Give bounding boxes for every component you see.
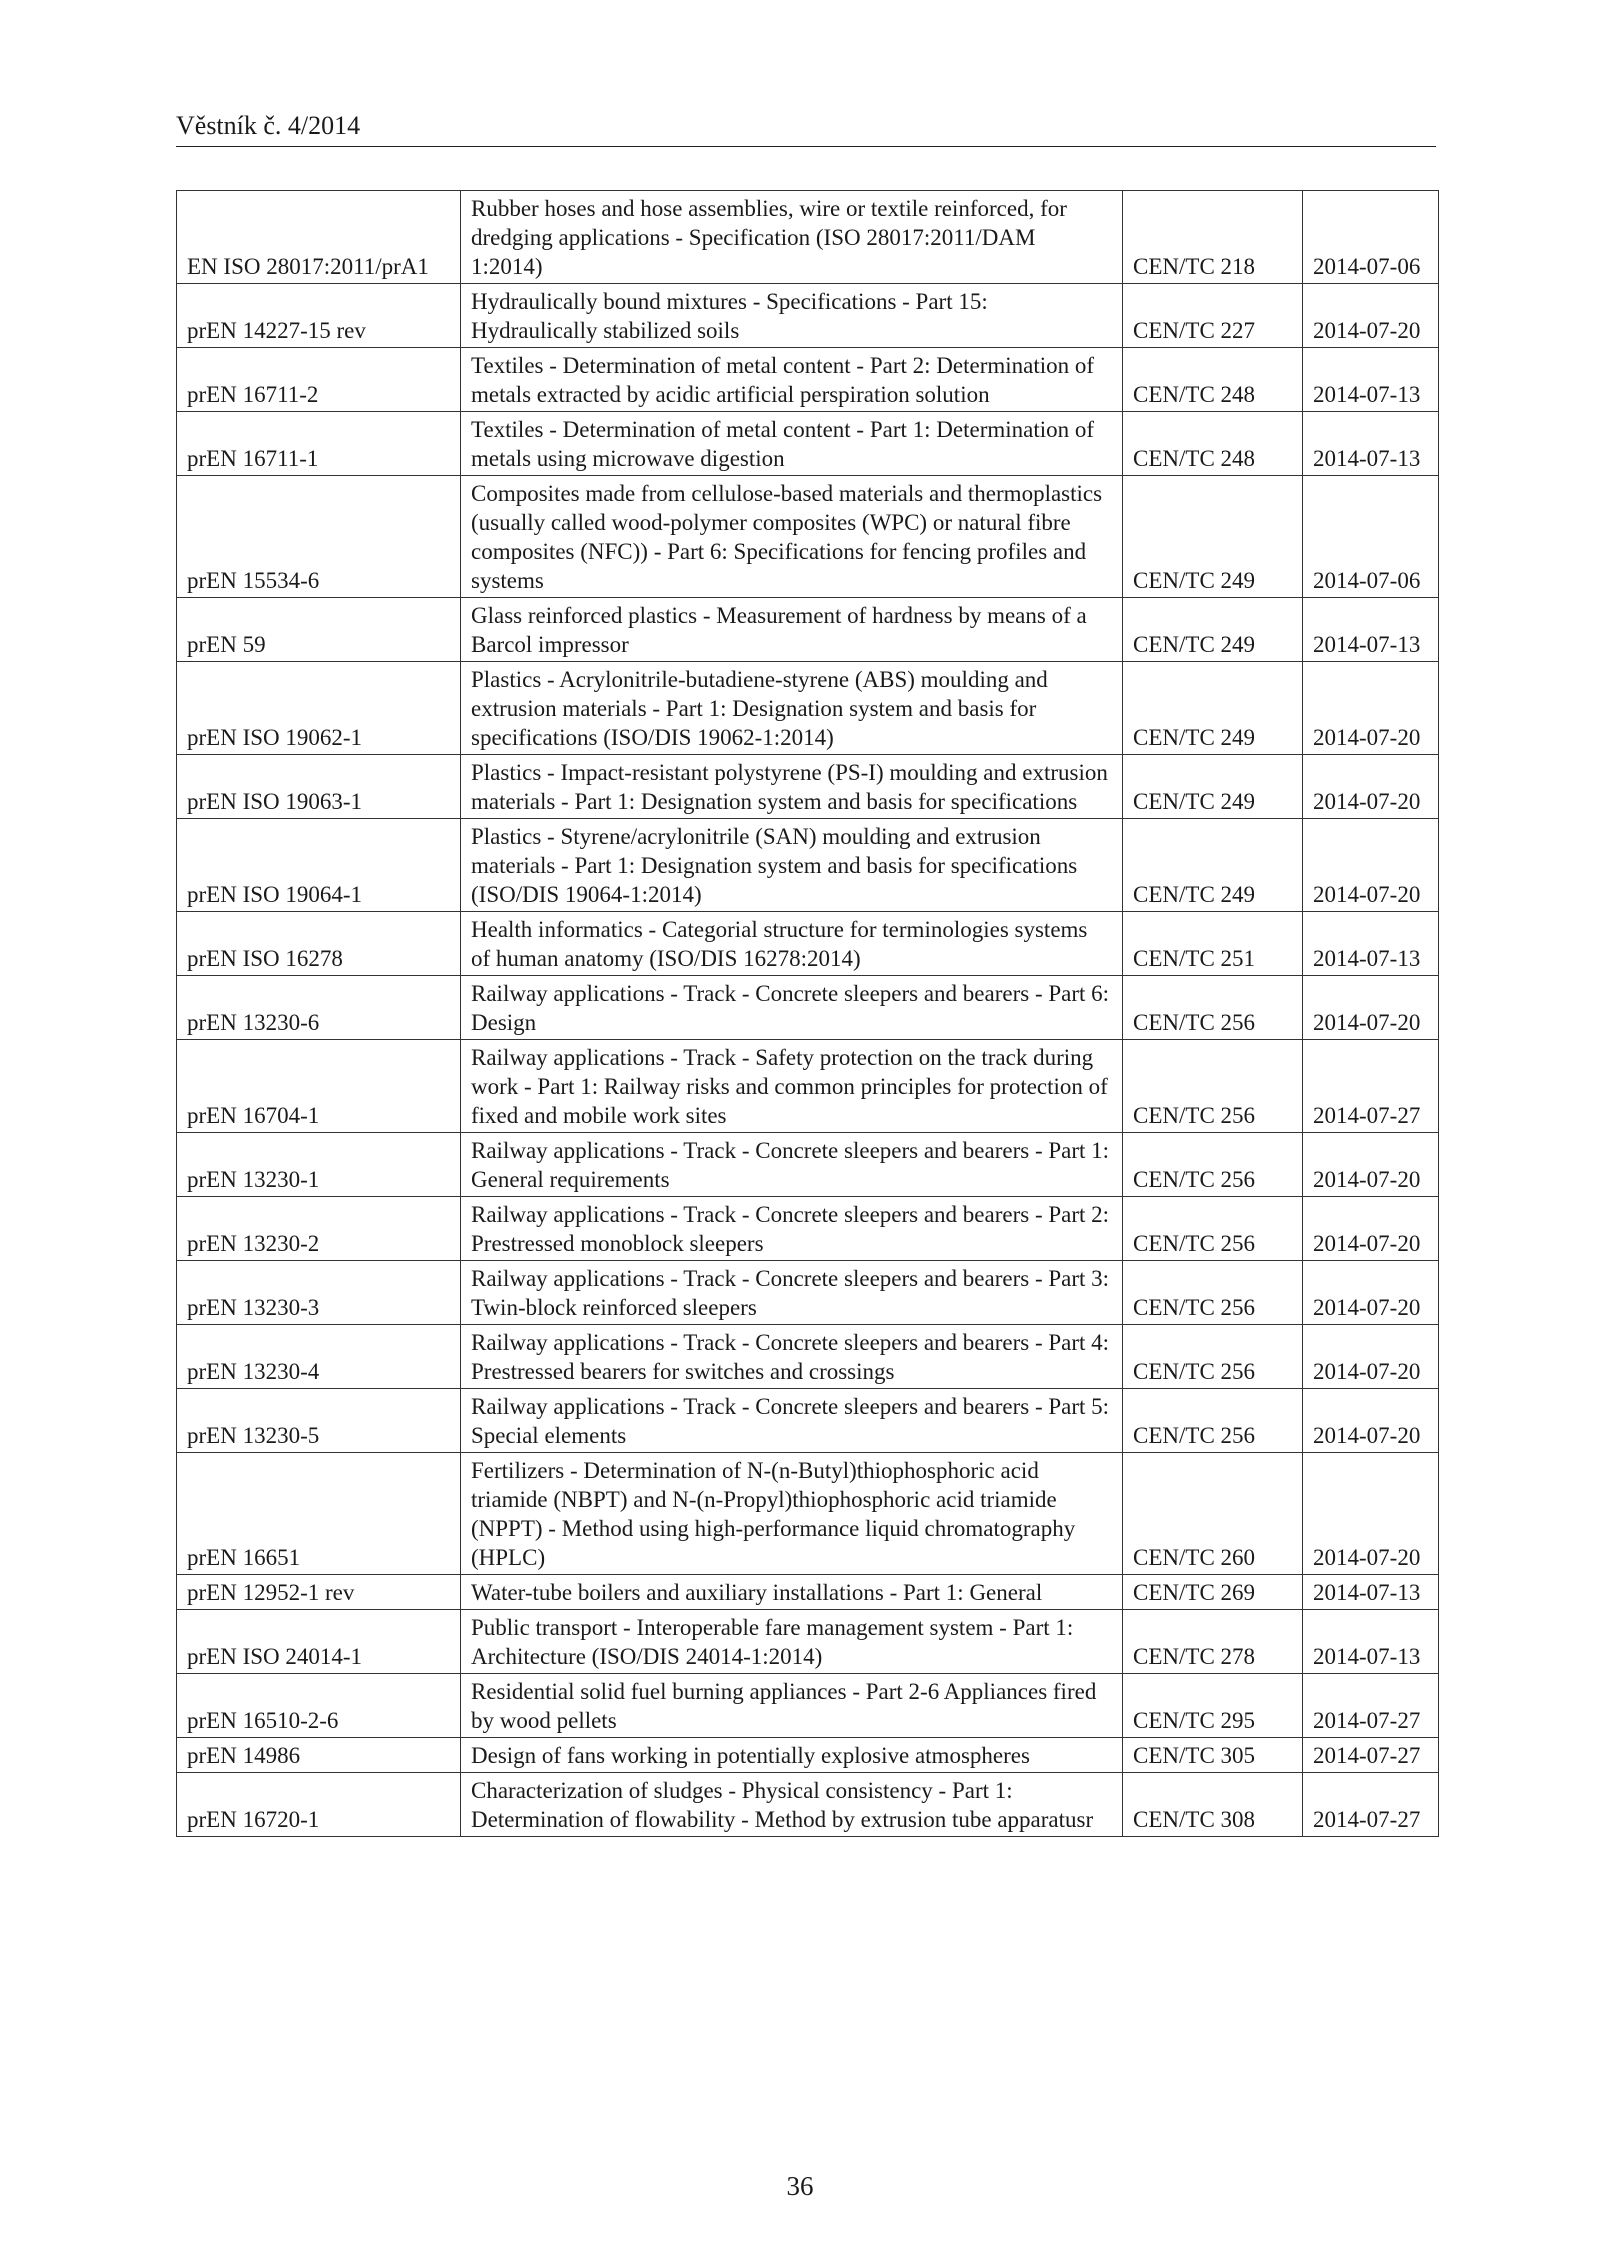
committee-cell: CEN/TC 248 (1123, 412, 1303, 476)
deadline-date-cell: 2014-07-20 (1303, 1453, 1439, 1575)
title-cell: Fertilizers - Determination of N-(n-Butyl)thiophosphoric acid triamide (NBPT) and N-(n-Propyl)thiophosphoric acid triamide (NPPT) - Method using high-performance liquid chromatography (HPLC) (461, 1453, 1123, 1575)
standard-code-cell: prEN 16720-1 (177, 1773, 461, 1837)
standard-code-cell: prEN 13230-5 (177, 1389, 461, 1453)
committee-cell: CEN/TC 256 (1123, 1197, 1303, 1261)
table-row (177, 348, 1439, 412)
standard-code-cell: prEN 16651 (177, 1453, 461, 1575)
deadline-date-cell: 2014-07-20 (1303, 1389, 1439, 1453)
committee-cell: CEN/TC 249 (1123, 662, 1303, 755)
committee-cell: CEN/TC 249 (1123, 476, 1303, 598)
deadline-date-cell: 2014-07-13 (1303, 1575, 1439, 1610)
table-row (177, 1040, 1439, 1133)
table-row (177, 1674, 1439, 1738)
deadline-date-cell: 2014-07-27 (1303, 1674, 1439, 1738)
deadline-date-cell: 2014-07-20 (1303, 1133, 1439, 1197)
table-row (177, 1197, 1439, 1261)
standard-code-cell: prEN 13230-2 (177, 1197, 461, 1261)
deadline-date-cell: 2014-07-13 (1303, 348, 1439, 412)
committee-cell: CEN/TC 256 (1123, 976, 1303, 1040)
title-cell: Railway applications - Track - Concrete sleepers and bearers - Part 1: General requirements (461, 1133, 1123, 1197)
table-row (177, 1738, 1439, 1773)
title-cell: Health informatics - Categorial structure for terminologies systems of human anatomy (ISO/DIS 16278:2014) (461, 912, 1123, 976)
standard-code-cell: prEN ISO 24014-1 (177, 1610, 461, 1674)
title-cell: Plastics - Styrene/acrylonitrile (SAN) moulding and extrusion materials - Part 1: Designation system and basis for specifications (ISO/DIS 19064-1:2014) (461, 819, 1123, 912)
deadline-date-cell: 2014-07-27 (1303, 1738, 1439, 1773)
title-cell: Textiles - Determination of metal content - Part 1: Determination of metals using microwave digestion (461, 412, 1123, 476)
standard-code-cell: prEN ISO 19063-1 (177, 755, 461, 819)
standard-code-cell: prEN ISO 16278 (177, 912, 461, 976)
standard-code-cell: EN ISO 28017:2011/prA1 (177, 191, 461, 284)
title-cell: Hydraulically bound mixtures - Specifications - Part 15: Hydraulically stabilized soils (461, 284, 1123, 348)
committee-cell: CEN/TC 256 (1123, 1040, 1303, 1133)
standard-code-cell: prEN 16711-2 (177, 348, 461, 412)
table-row (177, 1389, 1439, 1453)
committee-cell: CEN/TC 249 (1123, 598, 1303, 662)
committee-cell: CEN/TC 227 (1123, 284, 1303, 348)
title-cell: Railway applications - Track - Concrete sleepers and bearers - Part 2: Prestressed monoblock sleepers (461, 1197, 1123, 1261)
deadline-date-cell: 2014-07-13 (1303, 598, 1439, 662)
deadline-date-cell: 2014-07-20 (1303, 1325, 1439, 1389)
table-row (177, 1773, 1439, 1837)
title-cell: Glass reinforced plastics - Measurement of hardness by means of a Barcol impressor (461, 598, 1123, 662)
standard-code-cell: prEN 13230-4 (177, 1325, 461, 1389)
deadline-date-cell: 2014-07-20 (1303, 755, 1439, 819)
committee-cell: CEN/TC 256 (1123, 1389, 1303, 1453)
standard-code-cell: prEN 12952-1 rev (177, 1575, 461, 1610)
deadline-date-cell: 2014-07-13 (1303, 1610, 1439, 1674)
title-cell: Water-tube boilers and auxiliary installations - Part 1: General (461, 1575, 1123, 1610)
committee-cell: CEN/TC 260 (1123, 1453, 1303, 1575)
title-cell: Railway applications - Track - Concrete sleepers and bearers - Part 4: Prestressed bearers for switches and crossings (461, 1325, 1123, 1389)
deadline-date-cell: 2014-07-20 (1303, 284, 1439, 348)
table-row (177, 191, 1439, 284)
deadline-date-cell: 2014-07-20 (1303, 1261, 1439, 1325)
standard-code-cell: prEN 14986 (177, 1738, 461, 1773)
table-row (177, 1575, 1439, 1610)
deadline-date-cell: 2014-07-13 (1303, 412, 1439, 476)
deadline-date-cell: 2014-07-06 (1303, 191, 1439, 284)
committee-cell: CEN/TC 248 (1123, 348, 1303, 412)
committee-cell: CEN/TC 251 (1123, 912, 1303, 976)
title-cell: Railway applications - Track - Concrete sleepers and bearers - Part 5: Special elements (461, 1389, 1123, 1453)
committee-cell: CEN/TC 308 (1123, 1773, 1303, 1837)
page-header: Věstník č. 4/2014 (176, 110, 1436, 147)
title-cell: Design of fans working in potentially explosive atmospheres (461, 1738, 1123, 1773)
title-cell: Characterization of sludges - Physical consistency - Part 1: Determination of flowability - Method by extrusion tube apparatusr (461, 1773, 1123, 1837)
standard-code-cell: prEN 15534-6 (177, 476, 461, 598)
committee-cell: CEN/TC 305 (1123, 1738, 1303, 1773)
standard-code-cell: prEN ISO 19064-1 (177, 819, 461, 912)
committee-cell: CEN/TC 256 (1123, 1325, 1303, 1389)
table-row (177, 1610, 1439, 1674)
standard-code-cell: prEN 13230-1 (177, 1133, 461, 1197)
table-row (177, 912, 1439, 976)
table-row (177, 1261, 1439, 1325)
standard-code-cell: prEN ISO 19062-1 (177, 662, 461, 755)
title-cell: Railway applications - Track - Concrete sleepers and bearers - Part 6: Design (461, 976, 1123, 1040)
committee-cell: CEN/TC 278 (1123, 1610, 1303, 1674)
deadline-date-cell: 2014-07-20 (1303, 1197, 1439, 1261)
table-row (177, 476, 1439, 598)
standard-code-cell: prEN 13230-6 (177, 976, 461, 1040)
title-cell: Railway applications - Track - Safety protection on the track during work - Part 1: Railway risks and common principles for protection of fixed and mobile work sites (461, 1040, 1123, 1133)
standard-code-cell: prEN 16704-1 (177, 1040, 461, 1133)
title-cell: Railway applications - Track - Concrete sleepers and bearers - Part 3: Twin-block reinforced sleepers (461, 1261, 1123, 1325)
table-row (177, 412, 1439, 476)
table-row (177, 598, 1439, 662)
committee-cell: CEN/TC 249 (1123, 755, 1303, 819)
deadline-date-cell: 2014-07-27 (1303, 1773, 1439, 1837)
title-cell: Residential solid fuel burning appliances - Part 2-6 Appliances fired by wood pellets (461, 1674, 1123, 1738)
committee-cell: CEN/TC 295 (1123, 1674, 1303, 1738)
title-cell: Textiles - Determination of metal content - Part 2: Determination of metals extracted by acidic artificial perspiration solution (461, 348, 1123, 412)
committee-cell: CEN/TC 269 (1123, 1575, 1303, 1610)
deadline-date-cell: 2014-07-20 (1303, 662, 1439, 755)
title-cell: Public transport - Interoperable fare management system - Part 1: Architecture (ISO/DIS 24014-1:2014) (461, 1610, 1123, 1674)
table-row (177, 755, 1439, 819)
page-number: 36 (786, 2171, 814, 2201)
deadline-date-cell: 2014-07-20 (1303, 976, 1439, 1040)
standard-code-cell: prEN 16510-2-6 (177, 1674, 461, 1738)
standard-code-cell: prEN 59 (177, 598, 461, 662)
table-row (177, 819, 1439, 912)
standard-code-cell: prEN 14227-15 rev (177, 284, 461, 348)
committee-cell: CEN/TC 218 (1123, 191, 1303, 284)
table-row (177, 1325, 1439, 1389)
deadline-date-cell: 2014-07-06 (1303, 476, 1439, 598)
title-cell: Rubber hoses and hose assemblies, wire or textile reinforced, for dredging applications - Specification (ISO 28017:2011/DAM 1:2014) (461, 191, 1123, 284)
title-cell: Plastics - Impact-resistant polystyrene (PS-I) moulding and extrusion materials - Part 1: Designation system and basis for specifications (461, 755, 1123, 819)
committee-cell: CEN/TC 256 (1123, 1261, 1303, 1325)
standard-code-cell: prEN 16711-1 (177, 412, 461, 476)
table-row (177, 1133, 1439, 1197)
title-cell: Plastics - Acrylonitrile-butadiene-styrene (ABS) moulding and extrusion materials - Part 1: Designation system and basis for specifications (ISO/DIS 19062-1:2014) (461, 662, 1123, 755)
committee-cell: CEN/TC 249 (1123, 819, 1303, 912)
deadline-date-cell: 2014-07-13 (1303, 912, 1439, 976)
table-row (177, 284, 1439, 348)
table-row (177, 976, 1439, 1040)
title-cell: Composites made from cellulose-based materials and thermoplastics (usually called wood-polymer composites (WPC) or natural fibre composites (NFC)) - Part 6: Specifications for fencing profiles and systems (461, 476, 1123, 598)
standards-table (176, 190, 1439, 1837)
deadline-date-cell: 2014-07-27 (1303, 1040, 1439, 1133)
table-row (177, 1453, 1439, 1575)
deadline-date-cell: 2014-07-20 (1303, 819, 1439, 912)
standard-code-cell: prEN 13230-3 (177, 1261, 461, 1325)
committee-cell: CEN/TC 256 (1123, 1133, 1303, 1197)
table-row (177, 662, 1439, 755)
